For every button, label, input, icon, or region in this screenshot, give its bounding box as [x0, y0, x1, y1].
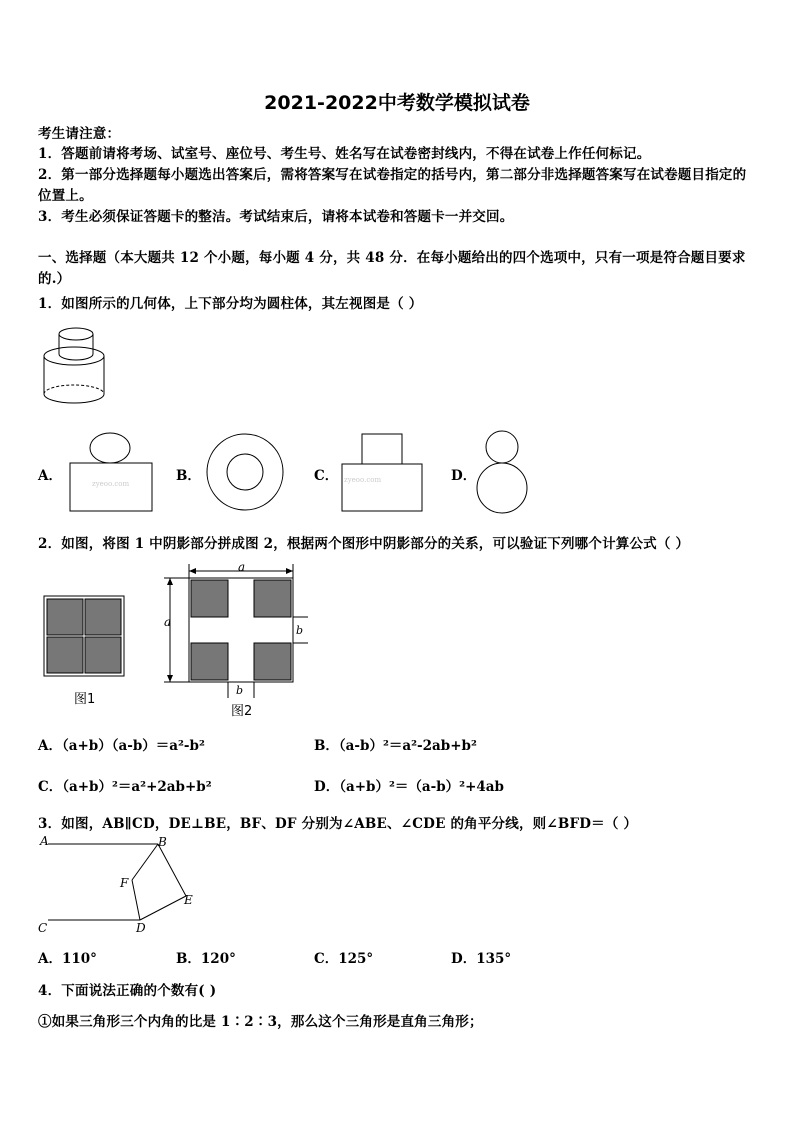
q2-label-a-left: a	[164, 615, 172, 629]
q1-option-c: C．	[314, 468, 339, 484]
question-3-stem: 3．如图，AB∥CD，DE⊥BE，BF、DF 分别为∠ABE、∠CDE 的角平分线，则∠BFD＝（ ）	[38, 816, 638, 832]
q3-label-e: E	[184, 893, 193, 907]
watermark: zyeoo.com	[92, 480, 130, 488]
section-heading: 一、选择题（本大题共 12 个小题，每小题 4 分，共 48 分．在每小题给出的四个选项中，只有一项是符合题目要求	[38, 250, 746, 266]
q3-geometry-figure	[34, 832, 204, 938]
q2-label-b-bottom: b	[236, 684, 244, 697]
q3-option-b: B．120°	[176, 951, 236, 967]
q2-option-a: A．（a+b）（a-b）＝a²-b²	[38, 738, 205, 754]
q1-option-a-figure	[66, 430, 156, 514]
question-2-stem: 2．如图，将图 1 中阴影部分拼成图 2，根据两个图形中阴影部分的关系，可以验证下列哪个计算公式（ ）	[38, 536, 690, 552]
q3-option-c: C．125°	[314, 951, 374, 967]
q1-option-b-figure	[202, 430, 292, 514]
q2-figure-1	[42, 594, 128, 680]
q2-option-d: D．（a+b）²＝（a-b）²+4ab	[314, 779, 504, 795]
q2-label-a-top: a	[238, 560, 246, 574]
q2-option-b: B．（a-b）²＝a²-2ab+b²	[314, 738, 477, 754]
q3-label-f: F	[120, 876, 129, 890]
q1-option-d: D．	[451, 468, 477, 484]
q3-option-a: A．110°	[38, 951, 97, 967]
q2-figure-1-caption: 图1	[74, 692, 96, 707]
q1-option-a: A．	[38, 468, 62, 484]
notice-item-1: 1．答题前请将考场、试室号、座位号、考生号、姓名写在试卷密封线内，不得在试卷上作任何标记。	[38, 146, 651, 162]
q1-option-b: B．	[176, 468, 201, 484]
question-4-stem: 4．下面说法正确的个数有( )	[38, 983, 217, 999]
question-1-stem: 1．如图所示的几何体，上下部分均为圆柱体，其左视图是（ ）	[38, 296, 423, 312]
q2-figure-2-caption: 图2	[231, 704, 253, 719]
q1-solid-figure	[40, 318, 120, 408]
watermark: zyeoo.com	[344, 476, 382, 484]
notice-item-2-cont: 位置上。	[38, 188, 93, 204]
notice-item-2: 2．第一部分选择题每小题选出答案后，需将答案写在试卷指定的括号内，第二部分非选择题答案写在试卷题目指定的	[38, 167, 747, 183]
q3-option-d: D．135°	[451, 951, 512, 967]
q2-label-b-right: b	[296, 624, 304, 637]
section-heading-cont: 的.）	[38, 271, 71, 287]
q2-figure-2	[158, 558, 308, 700]
q3-label-b: B	[158, 835, 167, 849]
page-title: 2021-2022中考数学模拟试卷	[264, 92, 530, 114]
q1-option-d-figure	[474, 427, 534, 519]
q3-label-d: D	[136, 921, 146, 935]
q2-option-c: C．（a+b）²＝a²+2ab+b²	[38, 779, 212, 795]
q1-option-c-figure	[338, 430, 428, 514]
question-4-item-1: ①如果三角形三个内角的比是 1∶2∶3，那么这个三角形是直角三角形；	[38, 1014, 483, 1030]
notice-item-3: 3．考生必须保证答题卡的整洁。考试结束后，请将本试卷和答题卡一并交回。	[38, 209, 514, 225]
q3-label-c: C	[38, 921, 48, 935]
notice-heading: 考生请注意：	[38, 126, 121, 142]
q3-label-a: A	[40, 834, 49, 848]
